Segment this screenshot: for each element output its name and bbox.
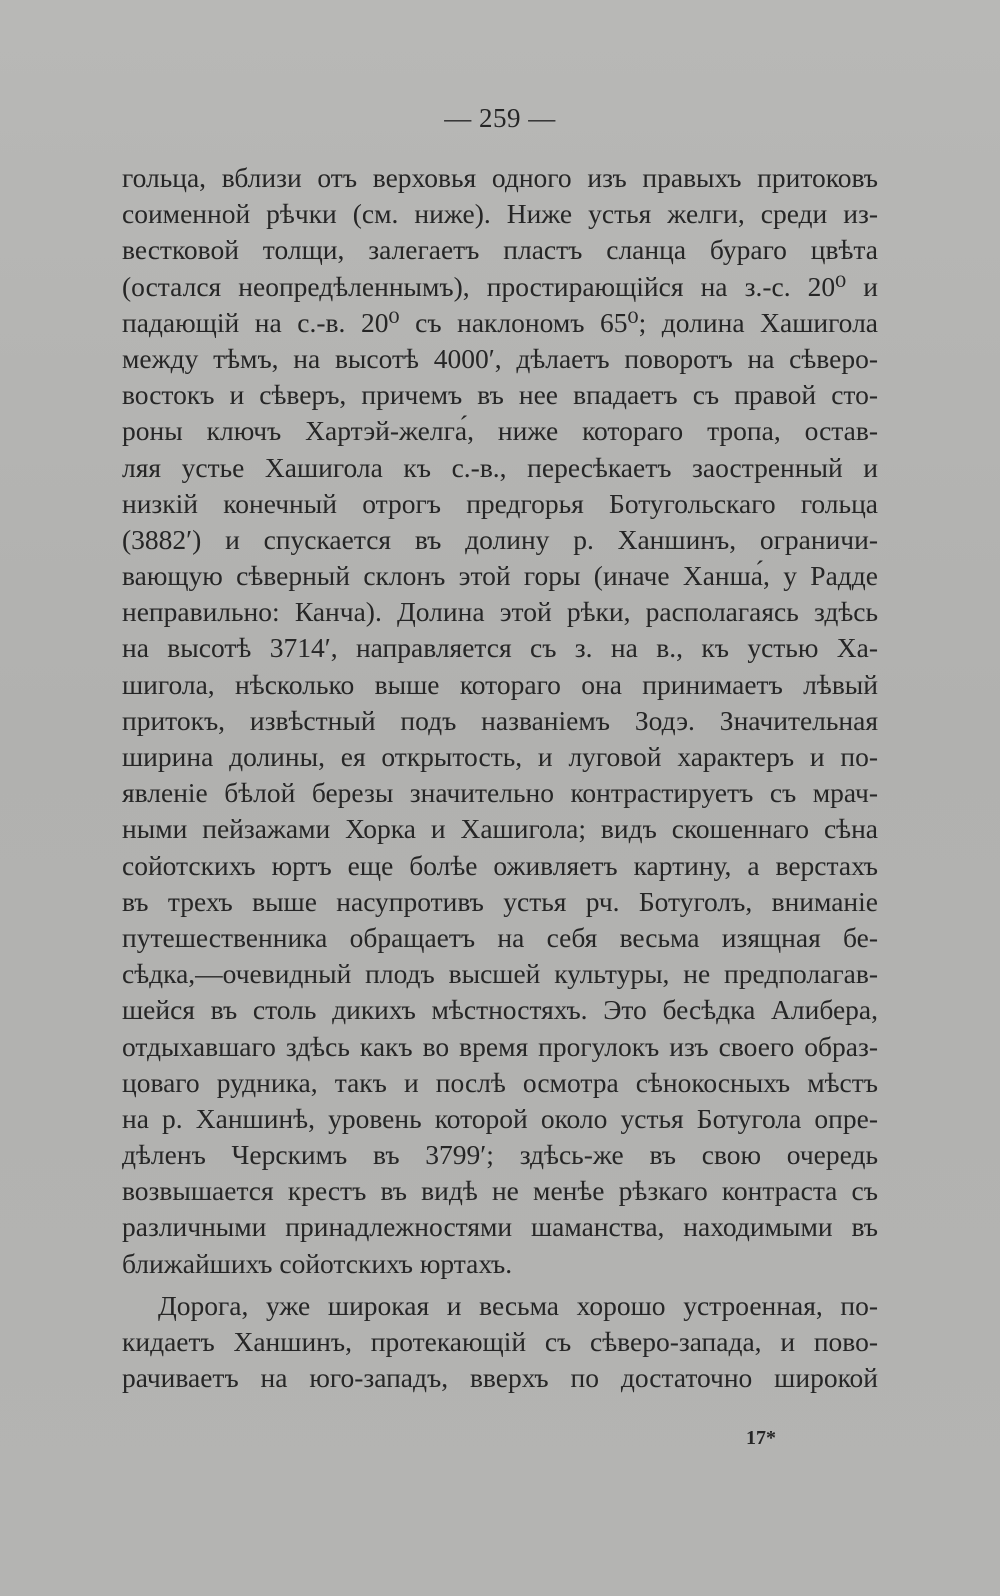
text-line: дѣленъ Черскимъ въ 3799′; здѣсь-же въ свою очередь bbox=[122, 1139, 878, 1171]
text-line: кидаетъ Ханшинъ, протекающій съ сѣверо-запада, и пово- bbox=[122, 1326, 878, 1357]
text-line: шейся въ столь дикихъ мѣстностяхъ. Это бесѣдка Алибера, bbox=[122, 994, 878, 1026]
text-line: ближайшихъ сойотскихъ юртахъ. bbox=[122, 1247, 513, 1279]
text-line: на р. Ханшинѣ, уровень которой около устья Ботугола опре- bbox=[122, 1102, 878, 1134]
text-line: отдыхавшаго здѣсь какъ во время прогулокъ изъ своего образ- bbox=[122, 1030, 878, 1062]
paragraph bbox=[122, 1288, 878, 1397]
text-line: востокъ и сѣверъ, причемъ въ нее впадаетъ съ правой сто- bbox=[122, 379, 878, 411]
text-line: различными принадлежностями шаманства, находимыми въ bbox=[122, 1211, 878, 1243]
text-line: путешественника обращаетъ на себя весьма изящная бе- bbox=[122, 921, 878, 953]
text-line: ляя устье Хашигола къ с.-в., пересѣкаетъ заостренный и bbox=[122, 451, 878, 483]
text-line: въ трехъ выше насупротивъ устья рч. Ботуголъ, вниманіе bbox=[122, 885, 878, 917]
text-line: на высотѣ 3714′, направляется съ з. на в., къ устью Ха- bbox=[122, 632, 878, 664]
text-line: ными пейзажами Хорка и Хашигола; видъ скошеннаго сѣна bbox=[122, 813, 878, 845]
text-line: роны ключъ Хартэй-желга́, ниже котораго тропа, остав- bbox=[122, 415, 878, 447]
text-line: (3882′) и спускается въ долину р. Ханшинъ, ограничи- bbox=[122, 523, 878, 555]
text-line: сѣдка,—очевидный плодъ высшей культуры, не предполагав- bbox=[122, 958, 878, 990]
text-line: Дорога, уже широкая и весьма хорошо устроенная, по- bbox=[158, 1289, 878, 1321]
paragraph bbox=[122, 160, 878, 1282]
text-line: шигола, нѣсколько выше котораго она принимаетъ лѣвый bbox=[122, 668, 878, 700]
text-line: вающую сѣверный склонъ этой горы (иначе Ханша́, у Радде bbox=[122, 560, 878, 592]
text-line: рачиваетъ на юго-западъ, вверхъ по достаточно широкой bbox=[122, 1362, 878, 1394]
text-line: низкій конечный отрогъ предгорья Ботугольскаго гольца bbox=[122, 487, 878, 519]
text-line: (остался неопредѣленнымъ), простирающійся на з.-с. 20⁰ и bbox=[122, 270, 878, 302]
page-number: — 259 — bbox=[444, 103, 556, 133]
text-line: соименной рѣчки (см. ниже). Ниже устья желги, среди из- bbox=[122, 198, 878, 230]
text-line: вестковой толщи, залегаетъ пластъ сланца бураго цвѣта bbox=[122, 234, 878, 266]
printer-signature-mark: 17* bbox=[746, 1427, 776, 1449]
text-line: между тѣмъ, на высотѣ 4000′, дѣлаетъ поворотъ на сѣверо- bbox=[122, 342, 878, 374]
text-line: цоваго рудника, такъ и послѣ осмотра сѣнокосныхъ мѣстъ bbox=[122, 1066, 878, 1098]
text-line: ширина долины, ея открытость, и луговой характеръ и по- bbox=[122, 741, 878, 772]
body-text bbox=[122, 160, 878, 1396]
text-line: неправильно: Канча). Долина этой рѣки, располагаясь здѣсь bbox=[122, 596, 878, 628]
text-line: сойотскихъ юртъ еще болѣе оживляетъ картину, а верстахъ bbox=[122, 849, 878, 881]
text-line: гольца, вблизи отъ верховья одного изъ правыхъ притоковъ bbox=[122, 162, 878, 193]
text-line: возвышается крестъ въ видѣ не менѣе рѣзкаго контраста съ bbox=[122, 1175, 878, 1207]
text-line: притокъ, извѣстный подъ названіемъ Зодэ. Значительная bbox=[122, 704, 878, 736]
text-line: явленіе бѣлой березы значительно контрастируетъ съ мрач- bbox=[122, 777, 878, 809]
text-line: падающій на с.-в. 20⁰ съ наклономъ 65⁰; долина Хашигола bbox=[122, 306, 878, 338]
